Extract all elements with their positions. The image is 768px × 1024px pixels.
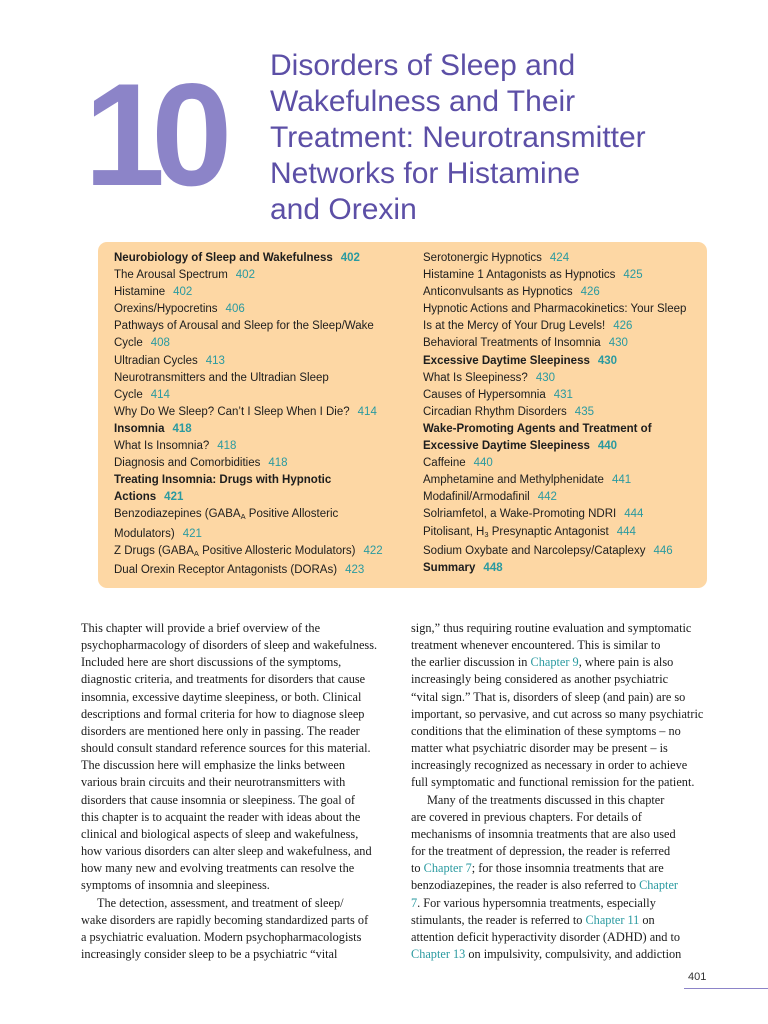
toc-entry-page: 425 [623, 269, 643, 282]
toc-entry-title: Pathways of Arousal and Sleep for the Sleep/Wake [114, 320, 374, 333]
body-text-segment: stimulants, the reader is referred to [411, 912, 586, 927]
chapter-link[interactable]: Chapter [639, 878, 679, 893]
toc-entry-title: Neurotransmitters and the Ultradian Sleep [114, 371, 329, 384]
body-text-segment: disorders are mentioned here only in passing. The reader [81, 723, 360, 738]
toc-entry-title: What Is Insomnia? [114, 440, 210, 453]
body-text-line [81, 757, 375, 774]
body-text-segment: “vital sign.” That is, disorders of sleep (and pain) are so [411, 689, 686, 704]
toc-entry[interactable] [423, 387, 701, 404]
body-text-line [81, 792, 375, 809]
body-text-segment: treatment whenever encountered. This is similar to [411, 638, 661, 653]
body-text-segment: Included here are short discussions of the symptoms, [81, 655, 342, 670]
body-text-line [81, 860, 375, 877]
chapter-title-line: Treatment: Neurotransmitter [270, 121, 646, 155]
toc-entry-title: Behavioral Treatments of Insomnia [423, 337, 601, 350]
chapter-link[interactable]: Chapter 7 [423, 861, 472, 876]
body-text-line [411, 946, 705, 963]
toc-entry[interactable] [114, 455, 404, 472]
chapter-number: 10 [84, 53, 219, 216]
toc-entry-title: Modafinil/Armodafinil [423, 491, 530, 504]
toc-entry-title: Serotonergic Hypnotics [423, 252, 542, 264]
body-text-line [81, 654, 375, 671]
body-text-line [81, 671, 375, 688]
toc-entry-page: 408 [150, 337, 170, 350]
toc-entry-page: 406 [225, 303, 245, 316]
toc-entry-page: 421 [182, 527, 202, 540]
body-text-line [81, 877, 375, 894]
toc-entry-page: 440 [597, 440, 618, 453]
body-text-line [81, 826, 375, 843]
toc-entry[interactable] [114, 404, 404, 421]
toc-entry-page: 430 [597, 354, 618, 367]
toc-entry[interactable] [114, 370, 404, 387]
toc-entry-title: Summary [423, 561, 476, 574]
body-text-line [411, 826, 705, 843]
table-of-contents [98, 242, 707, 588]
toc-entry-page: 418 [268, 457, 288, 470]
body-text-line [411, 706, 705, 723]
toc-entry-title: Amphetamine and Methylphenidate [423, 474, 604, 487]
body-text-line [411, 723, 705, 740]
body-text-line [411, 654, 705, 671]
toc-entry-title: Insomnia [114, 422, 165, 435]
body-text-segment: how various disorders can alter sleep and wakefulness, and [81, 844, 372, 859]
body-text-line [81, 929, 375, 946]
toc-entry-title: Histamine 1 Antagonists as Hypnotics [423, 269, 616, 282]
chapter-link[interactable]: Chapter 9 [530, 655, 579, 670]
body-text-line [81, 620, 375, 637]
body-text-segment: are covered in previous chapters. For details of [411, 809, 642, 824]
page-number: 401 [688, 971, 707, 983]
toc-entry-title: Why Do We Sleep? Can’t I Sleep When I Die? [114, 405, 350, 418]
chapter-link[interactable]: 7 [411, 895, 418, 910]
toc-entry[interactable] [423, 370, 701, 387]
body-text-line [411, 929, 705, 946]
body-text-segment: diagnostic criteria, and treatments for disorders that cause [81, 672, 366, 687]
body-text-segment: descriptions and formal criteria for how to diagnose sleep [81, 706, 365, 721]
toc-entry[interactable] [114, 335, 404, 352]
body-text-line [81, 774, 375, 791]
toc-entry-title: Treating Insomnia: Drugs with Hypnotic [114, 474, 332, 487]
body-text-line [411, 671, 705, 688]
toc-entry-page: 413 [205, 354, 225, 367]
toc-entry-page: 431 [553, 388, 573, 401]
chapter-title [270, 48, 740, 228]
body-text-segment: symptoms of insomnia and sleepiness. [81, 878, 270, 893]
body-text-segment: psychopharmacology of disorders of sleep and wakefulness. [81, 638, 378, 653]
chapter-title-line: and Orexin [270, 193, 417, 227]
toc-entry-page: 424 [549, 252, 570, 264]
body-text-segment: to [411, 861, 424, 876]
body-text-segment: The detection, assessment, and treatment of sleep/ [97, 895, 344, 910]
body-text-line [411, 620, 705, 637]
toc-entry[interactable] [114, 353, 404, 370]
toc-entry-page: 444 [624, 508, 644, 521]
toc-entry-page: 402 [235, 269, 255, 282]
body-text-segment: should consult standard reference sources for this material. [81, 741, 371, 756]
toc-entry[interactable] [423, 404, 701, 421]
body-text-line [81, 912, 375, 929]
body-text-segment: This chapter will provide a brief overview of the [81, 621, 321, 635]
toc-entry-page: 446 [653, 544, 673, 557]
toc-entry[interactable] [114, 421, 404, 438]
toc-entry-title: Cycle [114, 388, 143, 401]
toc-entry-subscript: A [240, 512, 246, 522]
toc-entry[interactable] [423, 472, 701, 489]
toc-entry-subscript: 3 [484, 529, 489, 539]
body-text-segment: on [639, 912, 655, 927]
body-text-line [411, 843, 705, 860]
toc-entry-page: 430 [535, 371, 556, 384]
toc-entry-title: Actions [114, 491, 157, 504]
toc-entry[interactable] [114, 387, 404, 404]
toc-entry-page: 448 [483, 561, 503, 574]
body-text-segment: increasingly being considered as another psychiatric [411, 672, 669, 687]
toc-entry[interactable] [423, 506, 701, 523]
toc-right-column [423, 250, 701, 577]
body-text-line [411, 877, 705, 894]
toc-entry-title-rest: Positive Allosteric [245, 508, 339, 521]
body-text-segment: mechanisms of insomnia treatments that are also used [411, 826, 676, 841]
body-text-left-column [81, 620, 378, 963]
toc-entry[interactable] [114, 472, 404, 489]
body-text-segment: this chapter is to acquaint the reader with ideas about the [81, 809, 361, 824]
toc-entry[interactable] [423, 250, 701, 267]
toc-entry[interactable] [423, 267, 701, 284]
toc-entry-title: Sodium Oxybate and Narcolepsy/Cataplexy [423, 544, 646, 557]
toc-entry-title: Neurobiology of Sleep and Wakefulness [114, 252, 333, 264]
toc-entry[interactable] [114, 489, 404, 506]
toc-entry-page: 418 [217, 440, 237, 453]
toc-entry-title: Diagnosis and Comorbidities [114, 457, 261, 470]
toc-entry-title: Excessive Daytime Sleepiness [423, 354, 590, 367]
body-text-line [411, 774, 705, 791]
toc-entry[interactable] [423, 560, 701, 577]
chapter-title-line: Networks for Histamine [270, 157, 581, 191]
body-text-segment: a psychiatric evaluation. Modern psychopharmacologists [81, 929, 362, 944]
body-text-line [81, 637, 378, 654]
toc-entry[interactable] [423, 489, 701, 506]
toc-entry-title-rest: Positive Allosteric Modulators) [198, 544, 356, 557]
body-text-segment: Many of the treatments discussed in this chapter [427, 792, 665, 807]
toc-entry-title: Hypnotic Actions and Pharmacokinetics: Your Sleep [423, 303, 687, 316]
toc-entry-title: Pitolisant, H [423, 525, 485, 538]
toc-entry-title: Ultradian Cycles [114, 354, 198, 367]
body-text-segment: disorders that cause insomnia or sleepiness. The goal of [81, 792, 355, 807]
toc-entry-title: Dual Orexin Receptor Antagonists (DORAs) [114, 563, 338, 576]
body-text-line [411, 860, 705, 877]
toc-entry-title: Histamine [114, 286, 166, 299]
toc-entry-page: 430 [608, 337, 628, 350]
body-text-line [411, 689, 705, 706]
toc-entry[interactable] [423, 318, 701, 335]
body-text-segment: how many new and evolving treatments can resolve the [81, 861, 355, 876]
toc-entry[interactable] [114, 267, 404, 284]
chapter-title-line: Disorders of Sleep and [270, 49, 576, 83]
body-text-right-column [411, 620, 705, 963]
body-text-segment: the earlier discussion in [411, 655, 531, 670]
body-text-segment: on impulsivity, compulsivity, and addiction [465, 946, 682, 961]
toc-entry[interactable] [423, 455, 701, 472]
toc-entry[interactable] [114, 301, 404, 318]
toc-entry-title: Orexins/Hypocretins [114, 303, 218, 316]
chapter-link[interactable]: Chapter 11 [585, 912, 640, 927]
body-text-segment: , where pain is also [578, 655, 674, 670]
body-text-line [411, 637, 705, 654]
body-text-line [81, 706, 375, 723]
toc-entry-title: The Arousal Spectrum [114, 269, 228, 282]
toc-entry-page: 414 [357, 405, 377, 418]
toc-entry-title: What Is Sleepiness? [423, 371, 528, 384]
body-text-segment: wake disorders are rapidly becoming standardized parts of [81, 912, 369, 927]
body-text-segment: insomnia, excessive daytime sleepiness, or both. Clinical [81, 689, 362, 704]
toc-entry-title: Modulators) [114, 527, 175, 540]
toc-entry[interactable] [423, 301, 701, 318]
toc-entry[interactable] [114, 318, 404, 335]
toc-entry-title: Wake-Promoting Agents and Treatment of [423, 422, 652, 435]
chapter-link[interactable]: Chapter 13 [411, 946, 466, 961]
body-text-segment: clinical and biological aspects of sleep and wakefulness, [81, 826, 359, 841]
toc-entry-page: 414 [150, 388, 170, 401]
toc-left-column [114, 250, 404, 579]
toc-entry-page: 402 [340, 252, 360, 264]
toc-entry-page: 422 [363, 544, 383, 557]
page-number-rule [684, 988, 768, 989]
toc-entry[interactable] [423, 335, 701, 352]
toc-entry-page: 426 [580, 286, 600, 299]
body-text-line [81, 689, 375, 706]
toc-entry-title: Is at the Mercy of Your Drug Levels! [423, 320, 606, 333]
toc-entry-subscript: A [193, 548, 199, 558]
body-text-line [411, 757, 705, 774]
toc-entry[interactable] [423, 284, 701, 301]
body-text-segment: for the treatment of depression, the reader is referred [411, 844, 671, 859]
body-text-segment: full symptomatic and functional remission for the patient. [411, 775, 695, 790]
toc-entry[interactable] [423, 543, 701, 560]
toc-entry[interactable] [114, 438, 404, 455]
toc-entry-page: 435 [574, 405, 594, 418]
toc-entry-page: 418 [172, 422, 192, 435]
body-text-segment: increasingly recognized as necessary in order to achieve [411, 758, 688, 773]
toc-entry[interactable] [114, 250, 404, 267]
toc-entry-title: Anticonvulsants as Hypnotics [423, 286, 573, 299]
toc-entry[interactable] [423, 438, 701, 455]
toc-entry-title-rest: Presynaptic Antagonist [488, 525, 609, 538]
toc-entry[interactable] [114, 506, 404, 525]
body-text-segment: increasingly consider sleep to be a psychiatric “vital [81, 946, 338, 961]
toc-entry[interactable] [114, 562, 404, 579]
toc-entry-title: Excessive Daytime Sleepiness [423, 440, 590, 453]
body-text-segment: sign,” thus requiring routine evaluation and symptomatic [411, 621, 692, 635]
toc-entry-page: 444 [616, 525, 636, 538]
body-text-line [81, 723, 375, 740]
toc-entry[interactable] [423, 353, 701, 370]
toc-entry-page: 423 [345, 563, 365, 576]
toc-entry-page: 426 [613, 320, 633, 333]
toc-entry-page: 440 [473, 457, 493, 470]
body-text-segment: ; for those insomnia treatments that are [471, 861, 664, 876]
body-text-segment: matter what psychiatric disorder may be present – is [411, 741, 668, 756]
body-text-segment: conditions that the elimination of these symptoms – no [411, 723, 681, 738]
toc-entry-page: 442 [537, 491, 557, 504]
body-text-segment: . For various hypersomnia treatments, especially [417, 895, 656, 910]
toc-entry-title: Z Drugs (GABA [114, 544, 194, 557]
toc-entry-page: 441 [611, 474, 632, 487]
body-text-line [81, 740, 375, 757]
body-text-line [411, 740, 705, 757]
body-text-segment: important, so pervasive, and cut across so many psychiatric [411, 706, 704, 721]
toc-entry-page: 421 [164, 491, 184, 504]
body-text-line [81, 946, 375, 963]
toc-entry-title: Circadian Rhythm Disorders [423, 405, 567, 418]
chapter-title-line: Wakefulness and Their [270, 85, 576, 119]
body-text-segment: The discussion here will emphasize the links between [81, 758, 345, 773]
body-text-line [81, 843, 375, 860]
body-text-line [411, 792, 705, 809]
toc-entry[interactable] [114, 543, 404, 562]
toc-entry-title: Caffeine [423, 457, 466, 470]
toc-entry[interactable] [423, 421, 701, 438]
toc-entry[interactable] [114, 284, 404, 301]
toc-entry-title: Causes of Hypersomnia [423, 388, 546, 401]
toc-entry[interactable] [114, 526, 404, 543]
toc-entry-title: Solriamfetol, a Wake-Promoting NDRI [423, 508, 617, 521]
body-text-segment: attention deficit hyperactivity disorder (ADHD) and to [411, 929, 681, 944]
body-text-line [411, 895, 705, 912]
body-text-line [81, 809, 375, 826]
toc-entry-title: Benzodiazepines (GABA [114, 508, 241, 521]
body-text-segment: various brain circuits and their neurotransmitters with [81, 775, 346, 790]
body-text-line [411, 912, 705, 929]
toc-entry-page: 402 [173, 286, 193, 299]
body-text-line [411, 809, 705, 826]
body-text-segment: benzodiazepines, the reader is also referred to [411, 878, 640, 893]
toc-entry[interactable] [423, 524, 701, 543]
toc-entry-title: Cycle [114, 337, 143, 350]
body-text-line [81, 895, 375, 912]
